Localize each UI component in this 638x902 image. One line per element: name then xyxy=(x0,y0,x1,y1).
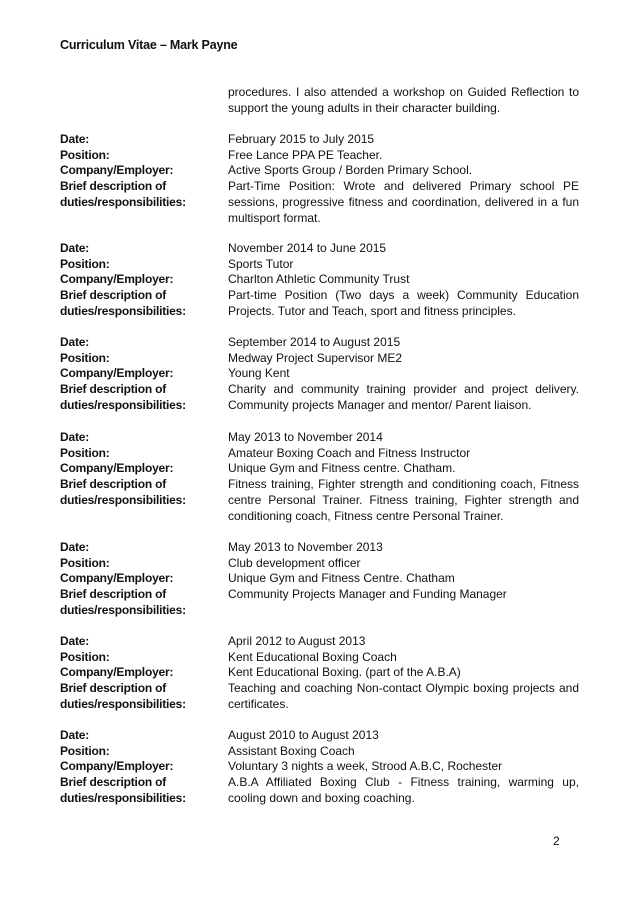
job-entry xyxy=(60,132,580,226)
employer-value: Young Kent xyxy=(228,366,290,381)
brief-label: Brief description of xyxy=(60,477,167,492)
employer-label: Company/Employer: xyxy=(60,461,174,476)
date-label: Date: xyxy=(60,540,90,554)
position-value: Free Lance PPA PE Teacher. xyxy=(228,147,383,162)
brief-label: Brief description of xyxy=(60,382,167,397)
job-entry xyxy=(60,430,580,524)
date-value: April 2012 to August 2013 xyxy=(228,634,366,648)
position-value: Medway Project Supervisor ME2 xyxy=(228,350,403,365)
duties-label: duties/responsibilities: xyxy=(60,602,186,617)
position-label: Position: xyxy=(60,649,110,664)
description-value: Charity and community training provider and project delivery. Community projects Manager and mentor/ Parent liaison. xyxy=(228,382,579,412)
date-label: Date: xyxy=(60,634,90,648)
page-number: 2 xyxy=(553,834,560,848)
duties-label: duties/responsibilities: xyxy=(60,194,186,209)
duties-label: duties/responsibilities: xyxy=(60,790,186,805)
employer-value: Unique Gym and Fitness centre. Chatham. xyxy=(228,461,456,476)
employer-value: Active Sports Group / Borden Primary School. xyxy=(228,163,473,178)
employer-value: Charlton Athletic Community Trust xyxy=(228,272,410,287)
description-value: Fitness training, Fighter strength and conditioning coach, Fitness centre Personal Trainer. Fitness training, Fighter strength and conditioning coach, Fitness centre Personal Trainer. xyxy=(228,477,579,523)
description-value: A.B.A Affiliated Boxing Club - Fitness training, warming up, cooling down and boxing coaching. xyxy=(228,775,579,805)
date-value: May 2013 to November 2014 xyxy=(228,430,383,444)
employer-value: Unique Gym and Fitness Centre. Chatham xyxy=(228,571,455,586)
description-value: Community Projects Manager and Funding Manager xyxy=(228,587,507,602)
position-value: Amateur Boxing Coach and Fitness Instructor xyxy=(228,445,471,460)
date-label: Date: xyxy=(60,728,90,742)
employer-label: Company/Employer: xyxy=(60,366,174,381)
employer-label: Company/Employer: xyxy=(60,665,174,680)
date-label: Date: xyxy=(60,430,90,444)
position-label: Position: xyxy=(60,256,110,271)
date-value: November 2014 to June 2015 xyxy=(228,241,387,255)
duties-label: duties/responsibilities: xyxy=(60,303,186,318)
position-label: Position: xyxy=(60,147,110,162)
continued-description: procedures. I also attended a workshop on Guided Reflection to support the young adults in their character building. xyxy=(228,85,579,115)
description-value: Part-time Position (Two days a week) Community Education Projects. Tutor and Teach, sport and fitness principles. xyxy=(228,288,579,318)
date-value: February 2015 to July 2015 xyxy=(228,132,375,146)
position-label: Position: xyxy=(60,445,110,460)
job-entry xyxy=(60,634,580,713)
employer-value: Voluntary 3 nights a week, Strood A.B.C, Rochester xyxy=(228,759,503,774)
document-header: Curriculum Vitae – Mark Payne xyxy=(60,38,238,52)
brief-label: Brief description of xyxy=(60,681,167,696)
position-value: Club development officer xyxy=(228,555,361,570)
duties-label: duties/responsibilities: xyxy=(60,492,186,507)
job-entry xyxy=(60,540,580,619)
description-value: Part-Time Position: Wrote and delivered Primary school PE sessions, progressive fitness and coordination, delivered in a fun multisport format. xyxy=(228,179,579,225)
date-value: September 2014 to August 2015 xyxy=(228,335,401,349)
position-label: Position: xyxy=(60,743,110,758)
brief-label: Brief description of xyxy=(60,179,167,194)
position-label: Position: xyxy=(60,350,110,365)
brief-label: Brief description of xyxy=(60,775,167,790)
duties-label: duties/responsibilities: xyxy=(60,397,186,412)
position-value: Assistant Boxing Coach xyxy=(228,743,355,758)
position-value: Sports Tutor xyxy=(228,256,294,271)
employer-label: Company/Employer: xyxy=(60,163,174,178)
duties-label: duties/responsibilities: xyxy=(60,696,186,711)
description-value: Teaching and coaching Non-contact Olympic boxing projects and certificates. xyxy=(228,681,579,711)
date-label: Date: xyxy=(60,132,90,146)
employer-value: Kent Educational Boxing. (part of the A.B.A) xyxy=(228,665,461,680)
brief-label: Brief description of xyxy=(60,288,167,303)
employer-label: Company/Employer: xyxy=(60,759,174,774)
position-label: Position: xyxy=(60,555,110,570)
date-value: May 2013 to November 2013 xyxy=(228,540,383,554)
brief-label: Brief description of xyxy=(60,587,167,602)
employer-label: Company/Employer: xyxy=(60,272,174,287)
job-entry xyxy=(60,241,580,320)
job-entry xyxy=(60,335,580,414)
date-label: Date: xyxy=(60,335,90,349)
date-value: August 2010 to August 2013 xyxy=(228,728,379,742)
position-value: Kent Educational Boxing Coach xyxy=(228,649,397,664)
date-label: Date: xyxy=(60,241,90,255)
employer-label: Company/Employer: xyxy=(60,571,174,586)
job-entry xyxy=(60,728,580,807)
